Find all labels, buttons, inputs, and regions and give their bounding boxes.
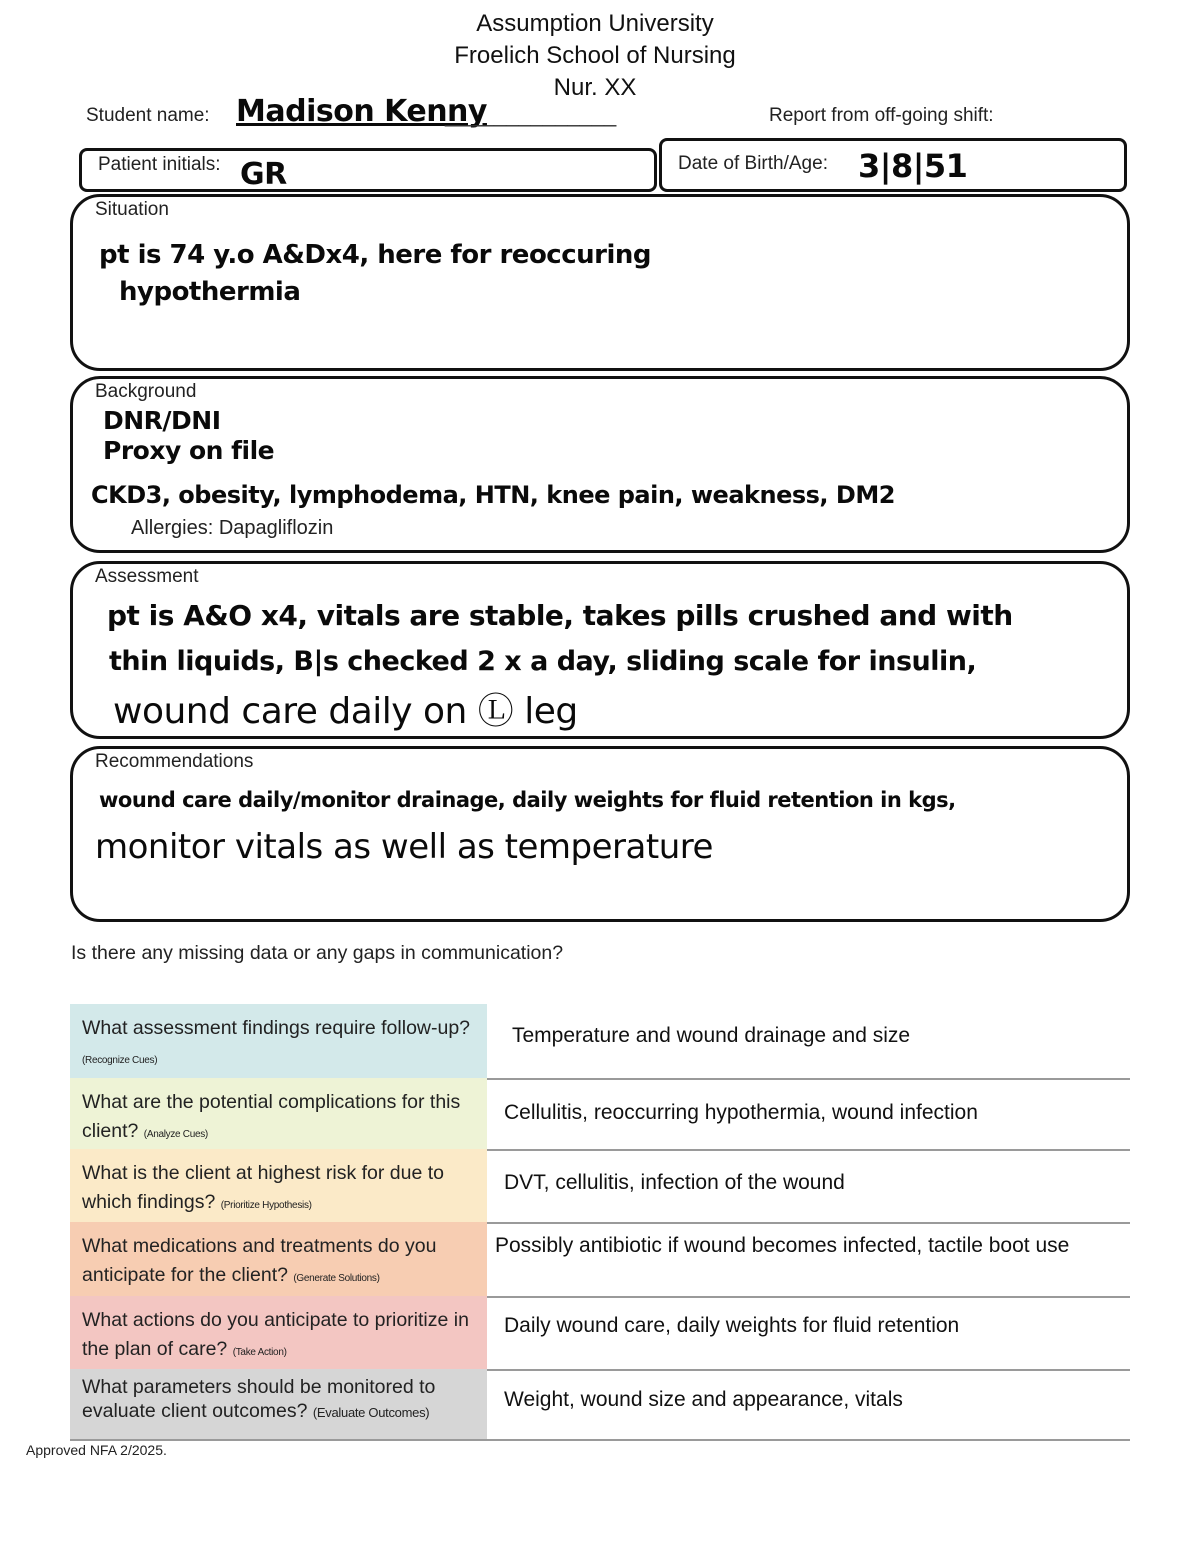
dob-label: Date of Birth/Age: [678,153,828,174]
student-name-label: Student name: [86,105,210,126]
patient-initials-box [79,148,657,192]
course-title: Nur. XX [553,74,637,101]
dob-value: 3|8|51 [858,147,968,185]
background-label: Background [95,381,197,402]
recommendations-label: Recommendations [95,751,254,772]
question-cell [70,1369,487,1439]
question-tag: (Recognize Cues) [82,1055,158,1066]
answer-cell: Daily wound care, daily weights for fluid retention [504,1314,960,1337]
school-title: Froelich School of Nursing [454,42,736,69]
background-line: DNR/DNI [103,406,221,435]
recommendations-box [70,746,1130,922]
answer-cell: Cellulitis, reoccurring hypothermia, wound infection [504,1101,978,1124]
assessment-box [70,561,1130,739]
patient-initials-label: Patient initials: [98,154,221,175]
table-row [70,1078,1130,1151]
situation-box [70,194,1130,371]
table-row [70,1296,1130,1371]
table-row [70,1222,1130,1298]
dob-box [659,138,1127,192]
background-line: Proxy on file [103,436,275,465]
approval-footer: Approved NFA 2/2025. [26,1442,167,1458]
university-title: Assumption University [476,10,714,37]
table-row [70,1004,1130,1080]
allergies-text: Allergies: Dapagliflozin [131,517,334,539]
question-tag: (Analyze Cues) [143,1129,208,1140]
assessment-label: Assessment [95,566,199,587]
gaps-question: Is there any missing data or any gaps in communication? [71,942,564,964]
recommendations-line: wound care daily/monitor drainage, daily weights for fluid retention in kgs, [99,788,956,812]
question-tag: (Prioritize Hypothesis) [220,1200,312,1211]
question-text: What is the client at highest risk for due to which findings? [82,1162,445,1213]
student-name-value: Madison Kenny [236,94,487,129]
situation-label: Situation [95,199,169,220]
background-box [70,376,1130,553]
recommendations-line: monitor vitals as well as temperature [95,827,713,867]
question-tag: (Take Action) [232,1347,287,1358]
report-label: Report from off-going shift: [769,105,994,126]
question-text: What parameters should be monitored to evaluate client outcomes? [82,1376,436,1422]
answer-cell: Weight, wound size and appearance, vitals [504,1388,903,1411]
question-cell [70,1222,487,1296]
assessment-line: thin liquids, B|s checked 2 x a day, sliding scale for insulin, [109,646,977,677]
question-cell [70,1296,487,1369]
question-cell [70,1149,487,1222]
question-text: What medications and treatments do you anticipate for the client? [82,1235,437,1286]
patient-initials-value: GR [240,157,287,192]
situation-line: hypothermia [119,277,301,307]
question-cell [70,1078,487,1149]
student-name-underline: ______________ [445,102,617,127]
question-text: What are the potential complications for this client? [82,1091,461,1142]
assessment-line: wound care daily on Ⓛ leg [113,691,578,732]
question-tag: (Evaluate Outcomes) [312,1405,430,1420]
question-tag: (Generate Solutions) [293,1273,380,1284]
situation-line: pt is 74 y.o A&Dx4, here for reoccuring [99,240,651,270]
question-text: What actions do you anticipate to prioritize in the plan of care? [82,1309,469,1360]
table-row [70,1369,1130,1441]
table-row [70,1149,1130,1224]
question-text: What assessment findings require follow-up? [82,1017,471,1039]
question-cell [70,1004,487,1078]
answer-cell: Possibly antibiotic if wound becomes infected, tactile boot use [495,1234,1070,1257]
answer-cell: DVT, cellulitis, infection of the wound [504,1171,845,1194]
background-line: CKD3, obesity, lymphodema, HTN, knee pain, weakness, DM2 [91,481,895,509]
answer-cell: Temperature and wound drainage and size [512,1024,911,1047]
assessment-line: pt is A&O x4, vitals are stable, takes pills crushed and with [107,599,1013,632]
